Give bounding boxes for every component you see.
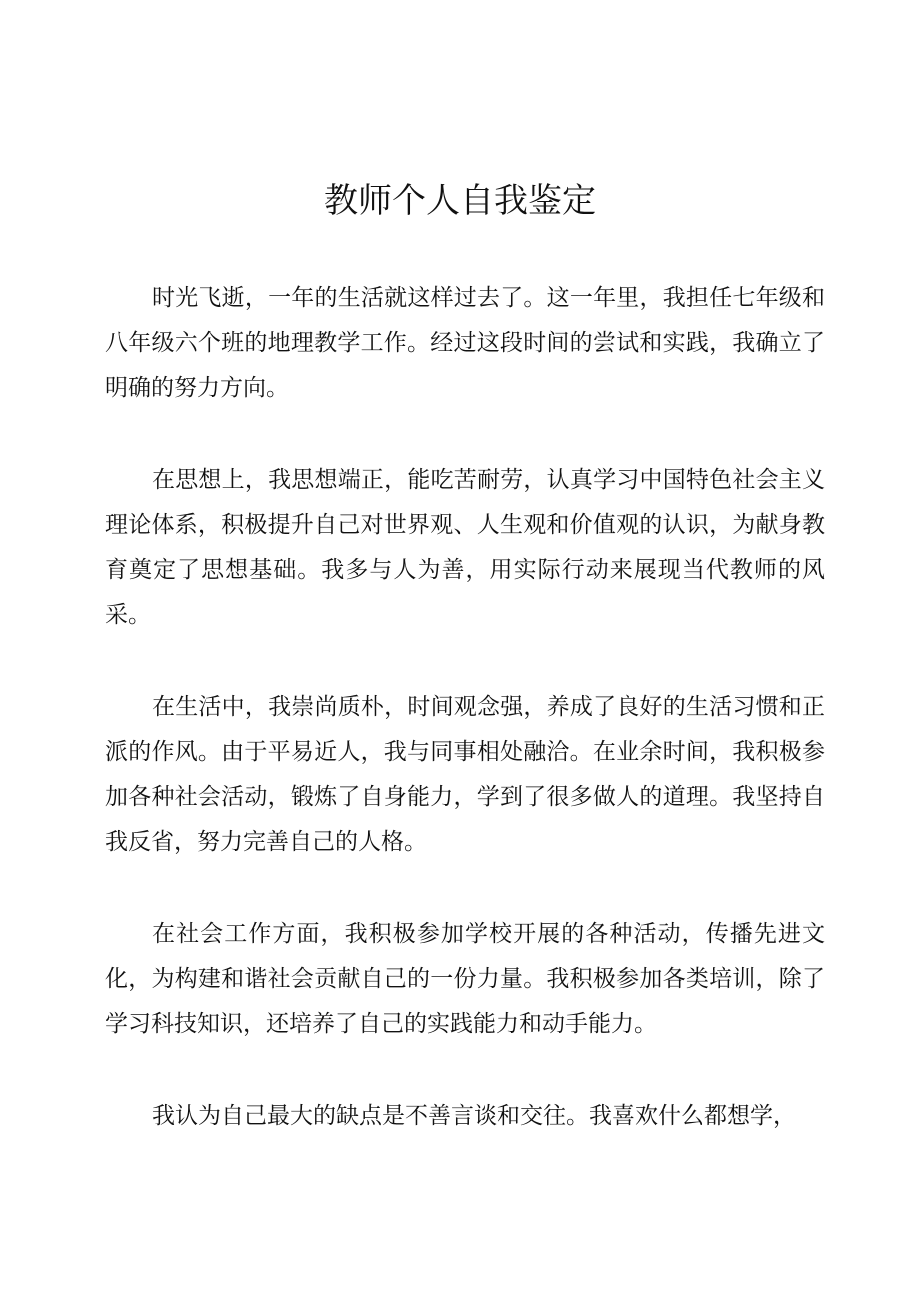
- paragraph-4: 在社会工作方面，我积极参加学校开展的各种活动，传播先进文化，为构建和谐社会贡献自己的一份力量。我积极参加各类培训，除了学习科技知识，还培养了自己的实践能力和动手能力。: [105, 921, 825, 1037]
- paragraph-3: 在生活中，我崇尚质朴，时间观念强，养成了良好的生活习惯和正派的作风。由于平易近人，我与同事相处融洽。在业余时间，我积极参加各种社会活动，锻炼了自身能力，学到了很多做人的道理。我坚持自我反省，努力完善自己的人格。: [105, 694, 825, 855]
- document-title: 教师个人自我鉴定: [324, 181, 596, 221]
- paragraph-2: 在思想上，我思想端正，能吃苦耐劳，认真学习中国特色社会主义理论体系，积极提升自己对世界观、人生观和价值观的认识，为献身教育奠定了思想基础。我多与人为善，用实际行动来展现当代教师的风采。: [105, 467, 825, 628]
- paragraph-1: 时光飞逝，一年的生活就这样过去了。这一年里，我担任七年级和八年级六个班的地理教学工作。经过这段时间的尝试和实践，我确立了明确的努力方向。: [105, 285, 825, 401]
- document-body: [105, 276, 825, 1186]
- paragraph-5: 我认为自己最大的缺点是不善言谈和交往。我喜欢什么都想学，: [152, 1103, 796, 1129]
